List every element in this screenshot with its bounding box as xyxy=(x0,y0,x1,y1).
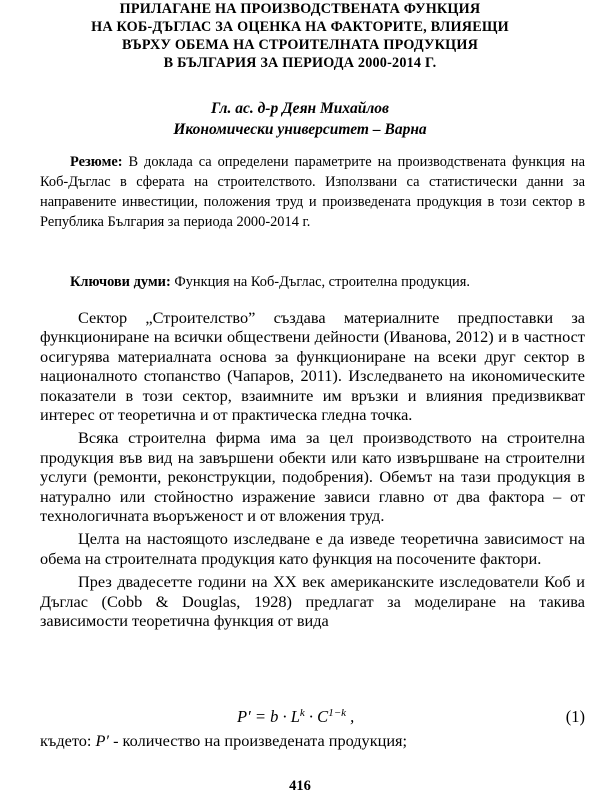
title-line: НА КОБ-ДЪГЛАС ЗА ОЦЕНКА НА ФАКТОРИТЕ, ВЛИЯЕЩИ xyxy=(91,19,509,35)
cobb-douglas-formula: $P' = b \cdot L^k \cdot C^{1-k}$ , xyxy=(237,707,355,726)
author-affiliation: Икономически университет – Варна xyxy=(173,121,427,138)
title-line: ВЪРХУ ОБЕМА НА СТРОИТЕЛНАТА ПРОДУКЦИЯ xyxy=(121,37,479,53)
title-line: В БЪЛГАРИЯ ЗА ПЕРИОДА 2000-2014 Г. xyxy=(163,55,437,71)
equation-row xyxy=(40,707,585,729)
body-paragraph: Сектор „Строителство” създава материалните предпоставки за функциониране на всички обществени дейности (Иванова, 2012) и в частност осигурява материалната основа за функциониране на всеки друг сектор в националното стопанство (Чапаров, 2011). Изследването на икономическите показатели в този сектор, взаимните им връзки и влияния предизвикват интерес от теоретична и от практическа гледна точка. xyxy=(40,308,585,425)
where-variable: P′ xyxy=(95,731,109,750)
formula-b: b xyxy=(270,707,279,726)
where-text: - количество на произведената продукция; xyxy=(109,731,408,750)
keywords-label: Ключови думи: xyxy=(70,274,171,290)
formula-exp-1k: 1−k xyxy=(328,707,346,719)
abstract xyxy=(40,152,585,232)
body-paragraph: Целта на настоящото изследване е да изведе теоретична зависимост на обема на строителната продукция като функция на посочените фактори. xyxy=(40,529,585,568)
keywords xyxy=(40,272,585,292)
keywords-text: Функция на Коб-Дъглас, строителна продукция. xyxy=(170,274,470,290)
abstract-label: Резюме: xyxy=(70,154,123,170)
paper-title xyxy=(0,0,600,72)
author-block xyxy=(0,98,600,140)
abstract-text: В доклада са определени параметрите на производствената функция на Коб-Дъглас в сферата на строителството. Използвани са статистически данни за направените инвестиции, положения труд и произведената продукция в този сектор в Република България за периода 2000-2014 г. xyxy=(40,154,585,230)
body-paragraph: През двадесетте години на XX век американските изследователи Коб и Дъглас (Cobb & Douglas, 1928) предлагат за моделиране на такива зависимости теоретична функция от вида xyxy=(40,572,585,631)
equation-number: (1) xyxy=(565,707,585,726)
author-name: Гл. ас. д-р Деян Михайлов xyxy=(211,100,389,117)
title-line: ПРИЛАГАНЕ НА ПРОИЗВОДСТВЕНАТА ФУНКЦИЯ xyxy=(119,1,481,17)
body-paragraph: Всяка строителна фирма има за цел производството на строителна продукция във вид на завършени обекти или като извършване на строителни услуги (ремонти, реконструкции, подобрения). Обемът на тази продукция в натурално или стойностно изражение зависи главно от два фактора – от технологичната въоръженост и от вложения труд. xyxy=(40,428,585,526)
page-number: 416 xyxy=(289,778,311,794)
formula-exp-k: k xyxy=(299,707,305,719)
where-line xyxy=(40,731,585,751)
where-prefix: където: xyxy=(40,731,96,750)
formula-lhs: P′ xyxy=(237,707,251,726)
formula-L: L xyxy=(290,707,300,726)
formula-C: C xyxy=(317,707,329,726)
body-text xyxy=(40,308,585,635)
